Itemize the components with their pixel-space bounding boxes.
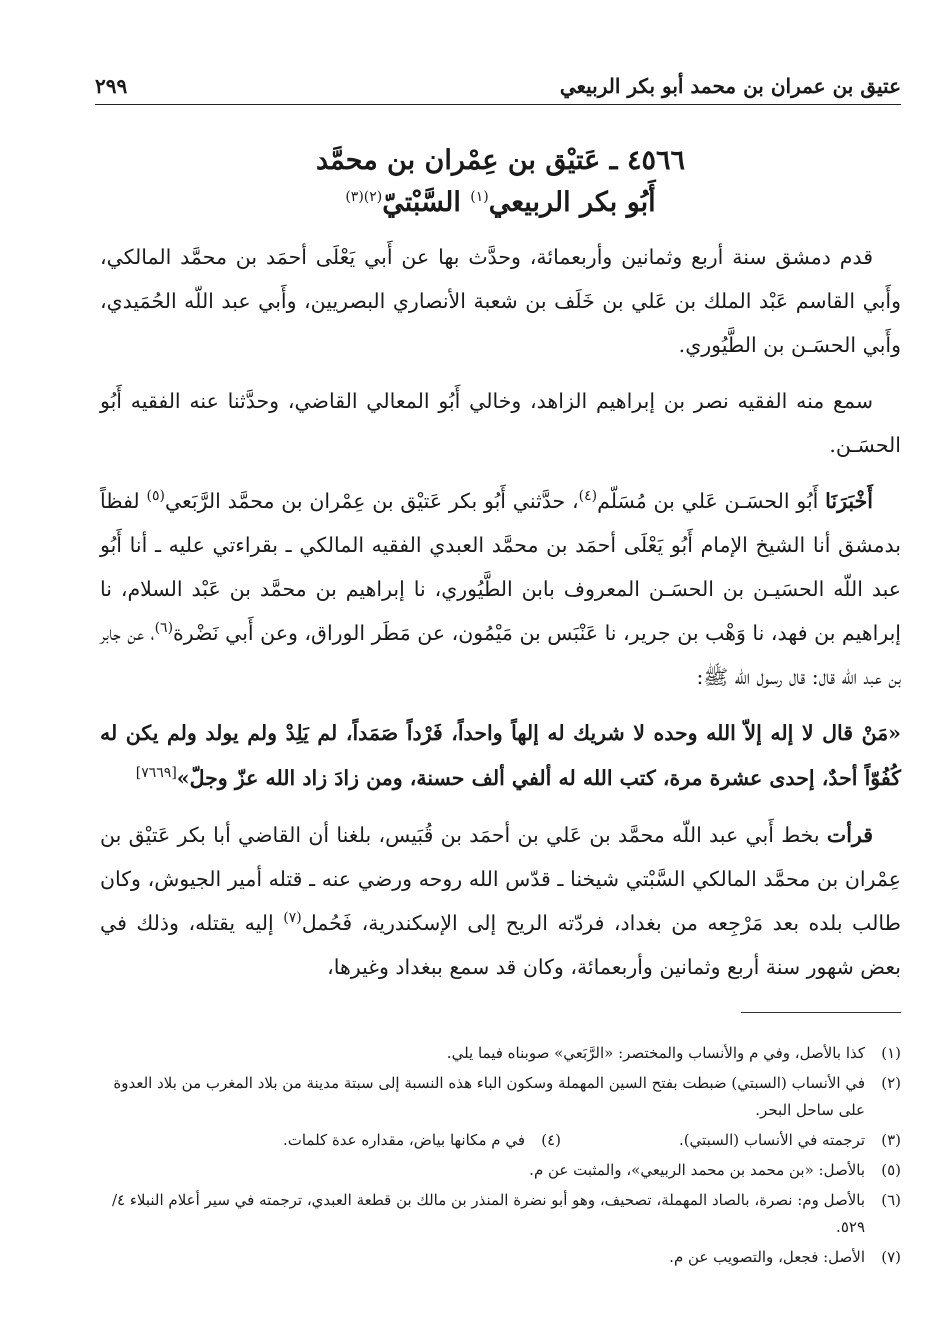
footnote-7 <box>100 1244 901 1271</box>
footnote-marker-2-3: (٢)(٣) <box>345 189 383 205</box>
running-header <box>95 68 901 105</box>
footnote-number: (٣) <box>881 1131 901 1149</box>
footnote-5 <box>100 1157 901 1184</box>
footnote-6 <box>100 1187 901 1241</box>
footnote-divider <box>741 1012 901 1013</box>
footnote-4 <box>283 1127 561 1154</box>
paragraph-2: سمع منه الفقيه نصر بن إبراهيم الزاهد، وخالي أَبُو المعالي القاضي، وحدَّثنا عنه الفقيه أَبُو الحسَـن. <box>100 389 901 457</box>
footnote-text: كذا بالأصل، وفي م والأنساب والمختصر: «الرَّبَعي» صوبناه فيما يلي. <box>446 1044 865 1062</box>
entry-kunya: أَبُو بكر الربيعي <box>488 187 656 218</box>
paragraph-1: قدم دمشق سنة أربع وثمانين وأربعمائة، وحدَّث بها عن أَبي يَعْلَى أحمَد بن محمَّد المالكي، وأَبي القاسم عَبْد الملك بن عَلي بن خَلَف بن شعبة الأنصاري البصريين، وأَبي عبد اللّه الحُمَيدي، وأَبي الحسَـن بن الطَّيُوري. <box>100 245 901 357</box>
footnote-2 <box>100 1070 901 1124</box>
isnad-part-3: لفظاً بدمشق أنا الشيخ الإمام أَبُو يَعْلَى أحمَد بن محمَّد العبدي الفقيه المالكي ـ بقراءتي عليه ـ أنا أَبُو عبد اللّه الحسَيـن بن الحسَـن المعروف بابن الطَّيُوري، نا إبراهيم بن محمَّد بن عَبْد السلام، نا إبراهيم بن فهد، نا وَهْب بن جرير، نا عَنْبَس بن مَيْمُون، عن مَطَر الوراق، وعن أَبي نَضْرة <box>100 489 901 645</box>
footnote-marker-6: (٦) <box>154 620 174 637</box>
footnote-number: (٥) <box>881 1161 901 1179</box>
hadith-reference-number: [٧٦٦٩] <box>135 765 177 782</box>
footnote-text: ترجمته في الأنساب (السبتي). <box>678 1131 865 1149</box>
isnad-part-2: ، حدَّثني أَبُو بكر عَتيْق بن عِمْران بن محمَّد الرَّبَعي <box>164 489 579 513</box>
qara-tu-part-2: إليه يقتله، وذلك في بعض شهور سنة أربع وثمانين وأربعمائة، وكان قد سمع ببغداد وغيرها، <box>100 911 901 979</box>
paragraph-isnad <box>100 479 901 699</box>
footnote-text: بالأصل وم: نصرة، بالصاد المهملة، تصحيف، وهو أبو نضرة المنذر بن مالك بن قطعة العبدي، ترجمته في سير أعلام النبلاء ٤/ ٥٢٩. <box>111 1191 865 1236</box>
hadith-body: «مَنْ قال لا إله إلاّ الله وحده لا شريك له إلهاً واحداً، فَرْداً صَمَداً، لم يَلِدْ ولم يولد ولم يكن له كُفُوّاً أحدٌ، إحدى عشرة مرة، كتب الله له ألفي ألف حسنة، ومن زادَ زاد الله عزّ وجلّ» <box>100 721 901 790</box>
footnote-number: (٤) <box>541 1131 561 1149</box>
hadith-text <box>100 711 901 801</box>
footnote-1 <box>100 1040 901 1067</box>
lead-word-akhbarana: أَخْبَرَنَا <box>825 489 873 513</box>
isnad-part-4: ، عن جابر بن عبد اللّه قال: قال رسول اللّه ﷺ: <box>100 621 901 689</box>
entry-title-line-1: ٤٥٦٦ ـ عَتيْق بن عِمْران بن محمَّد <box>315 145 685 176</box>
main-text <box>100 235 901 1001</box>
footnote-text: بالأصل: «بن محمد بن محمد الربيعي»، والمثبت عن م. <box>529 1161 865 1179</box>
entry-nisba: السَّبْتيّ <box>382 187 461 218</box>
isnad-part-1: أَبُو الحسَـن عَلي بن مُسَلّم <box>597 489 826 513</box>
footnote-marker-7: (٧) <box>283 910 302 927</box>
footnote-row-3-4 <box>100 1127 901 1154</box>
footnote-text: في الأنساب (السبتي) ضبطت بفتح السين المهملة وسكون الباء هذه النسبة إلى سبتة مدينة من بلاد المغرب من بلاد العدوة على ساحل البحر. <box>113 1074 865 1119</box>
footnote-number: (٢) <box>881 1074 901 1092</box>
footnote-marker-4: (٤) <box>578 488 598 505</box>
page-number: ٢٩٩ <box>95 74 128 98</box>
paragraph-qara-tu <box>100 813 901 989</box>
footnote-marker-5: (٥) <box>146 488 165 505</box>
footnote-number: (٦) <box>881 1191 901 1209</box>
footnote-number: (١) <box>881 1044 901 1062</box>
footnote-text: الأصل: فجعل، والتصويب عن م. <box>669 1248 865 1266</box>
footnote-3 <box>561 1127 901 1154</box>
running-title: عتيق بن عمران بن محمد أبو بكر الربيعي <box>559 74 901 98</box>
entry-heading <box>100 140 901 224</box>
footnote-number: (٧) <box>881 1248 901 1266</box>
footnote-text: في م مكانها بياض، مقداره عدة كلمات. <box>282 1131 525 1149</box>
entry-title-line-2 <box>100 182 901 224</box>
lead-word-qara-tu: قرأت <box>826 823 873 847</box>
qara-tu-part-1: بخط أَبي عبد اللّه محمَّد بن عَلي بن أحمَد بن قُبَيس، بلغنا أن القاضي أبا بكر عَتيْق بن عِمْران بن محمَّد المالكي السَّبْتي شيخنا ـ قدّس الله روحه ورضي عنه ـ قتله أمير الجيوش، وكان طالب بلده بعد مَرْجِعه من بغداد، فردّته الريح إلى الإسكندرية، فَحُمل <box>100 823 901 935</box>
footnote-marker-1: (١) <box>470 189 489 205</box>
footnotes <box>100 1040 901 1274</box>
